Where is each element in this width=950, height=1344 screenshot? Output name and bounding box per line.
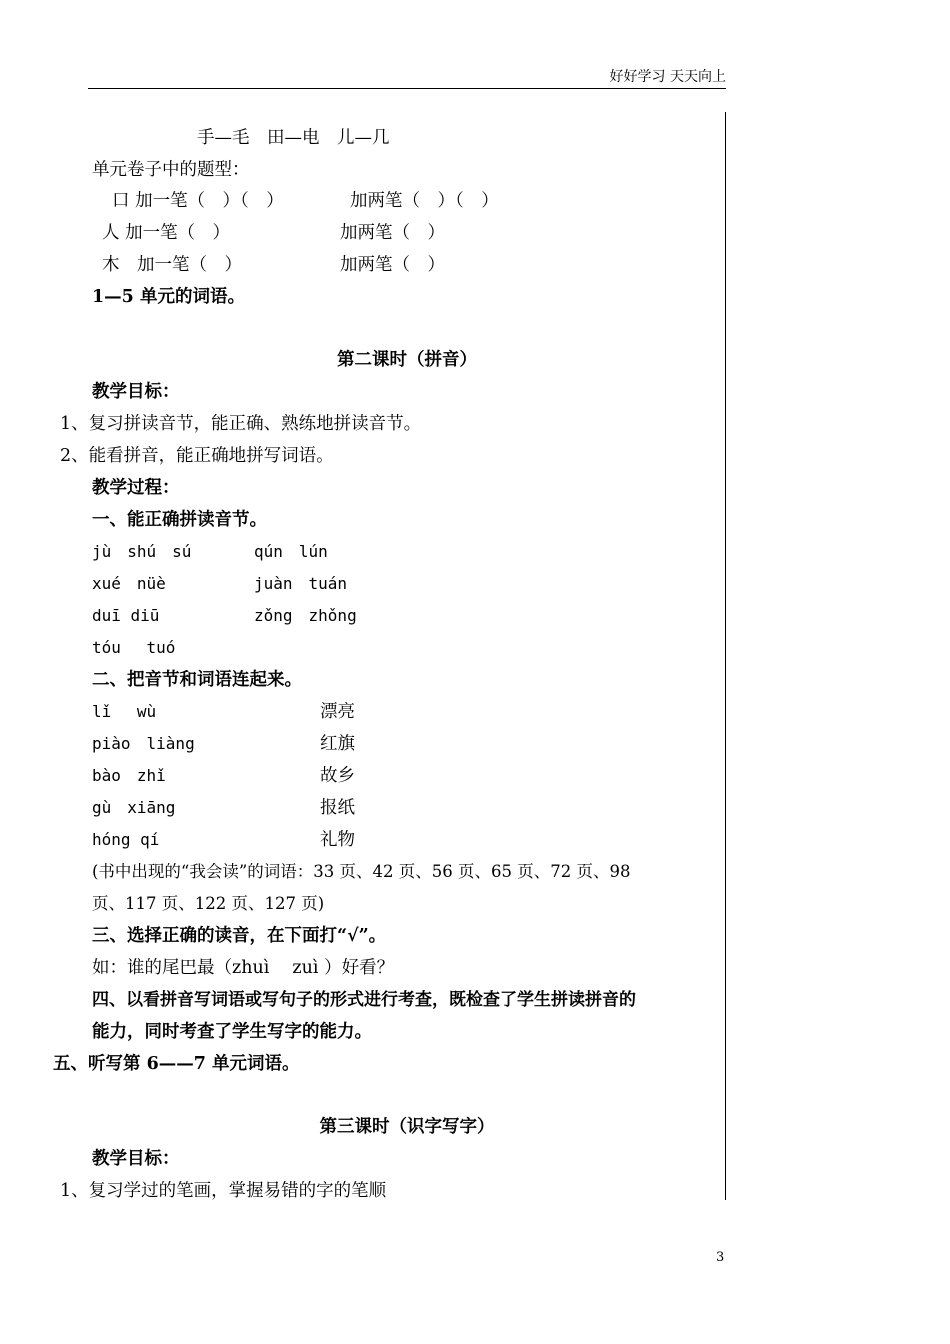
- unit-question-types: 单元卷子中的题型：: [92, 160, 250, 180]
- match-pinyin: bào zhǐ: [92, 766, 166, 785]
- match-word: 漂亮: [320, 702, 355, 722]
- kou-add-one: 口 加一笔（ ）（ ）: [112, 191, 284, 211]
- objectives-label: 教学目标：: [92, 1149, 180, 1169]
- objective-1: 1、复习学过的笔画，掌握易错的字的笔顺: [60, 1181, 387, 1201]
- step-2-heading: 二、把音节和词语连起来。: [92, 670, 302, 690]
- match-word: 故乡: [320, 766, 355, 786]
- match-word: 报纸: [320, 798, 355, 818]
- ren-add-one: 人 加一笔（ ）: [102, 223, 231, 243]
- pinyin-row: xué nüè: [92, 574, 166, 593]
- radical-pairs: 手—毛 田—电 儿—几: [197, 128, 390, 148]
- book-note-line-2: 页、117 页、122 页、127 页): [92, 894, 325, 913]
- page-header: 好好学习 天天向上: [609, 69, 726, 85]
- step-3-heading: 三、选择正确的读音，在下面打“√”。: [92, 926, 387, 946]
- match-pinyin: hóng qí: [92, 830, 160, 849]
- match-pinyin: gù xiāng: [92, 798, 176, 817]
- pinyin-row: juàn tuán: [254, 574, 348, 593]
- ren-add-two: 加两笔（ ）: [340, 223, 445, 243]
- step-4-line-1: 四、以看拼音写词语或写句子的形式进行考查，既检查了学生拼读拼音的: [92, 990, 636, 1010]
- example-line: 如：谁的尾巴最（zhuì zuì ）好看？: [92, 958, 395, 978]
- mu-add-one: 木 加一笔（ ）: [102, 255, 242, 275]
- kou-add-two: 加两笔（ ）（ ）: [350, 191, 499, 211]
- objectives-label: 教学目标：: [92, 382, 180, 402]
- match-pinyin: lǐ wù: [92, 702, 157, 721]
- unit-words: 1—5 单元的词语。: [92, 287, 245, 307]
- match-word: 礼物: [320, 830, 355, 850]
- mu-add-two: 加两笔（ ）: [340, 255, 445, 275]
- header-rule: [88, 88, 726, 89]
- pinyin-row: qún lún: [254, 542, 328, 561]
- step-5-heading: 五、听写第 6——7 单元词语。: [53, 1054, 300, 1074]
- pinyin-row: jù shú sú: [92, 542, 192, 561]
- step-1-heading: 一、能正确拼读音节。: [92, 510, 267, 530]
- pinyin-row: duī diū: [92, 606, 160, 625]
- step-4-line-2: 能力，同时考查了学生写字的能力。: [92, 1022, 372, 1042]
- pinyin-row: zǒng zhǒng: [254, 606, 357, 625]
- section-heading-3: 第三课时（识字写字）: [319, 1117, 495, 1137]
- right-margin-rule: [725, 112, 726, 1200]
- book-note-line-1: (书中出现的“我会读”的词语：33 页、42 页、56 页、65 页、72 页、98: [92, 862, 631, 881]
- objective-1: 1、复习拼读音节，能正确、熟练地拼读音节。: [60, 414, 422, 434]
- objective-2: 2、能看拼音，能正确地拼写词语。: [60, 446, 334, 466]
- match-pinyin: piào liàng: [92, 734, 195, 753]
- process-label: 教学过程：: [92, 478, 180, 498]
- section-heading-2: 第二课时（拼音）: [337, 350, 477, 370]
- page-number: 3: [716, 1250, 725, 1265]
- match-word: 红旗: [320, 734, 355, 754]
- pinyin-row: tóu tuó: [92, 638, 176, 657]
